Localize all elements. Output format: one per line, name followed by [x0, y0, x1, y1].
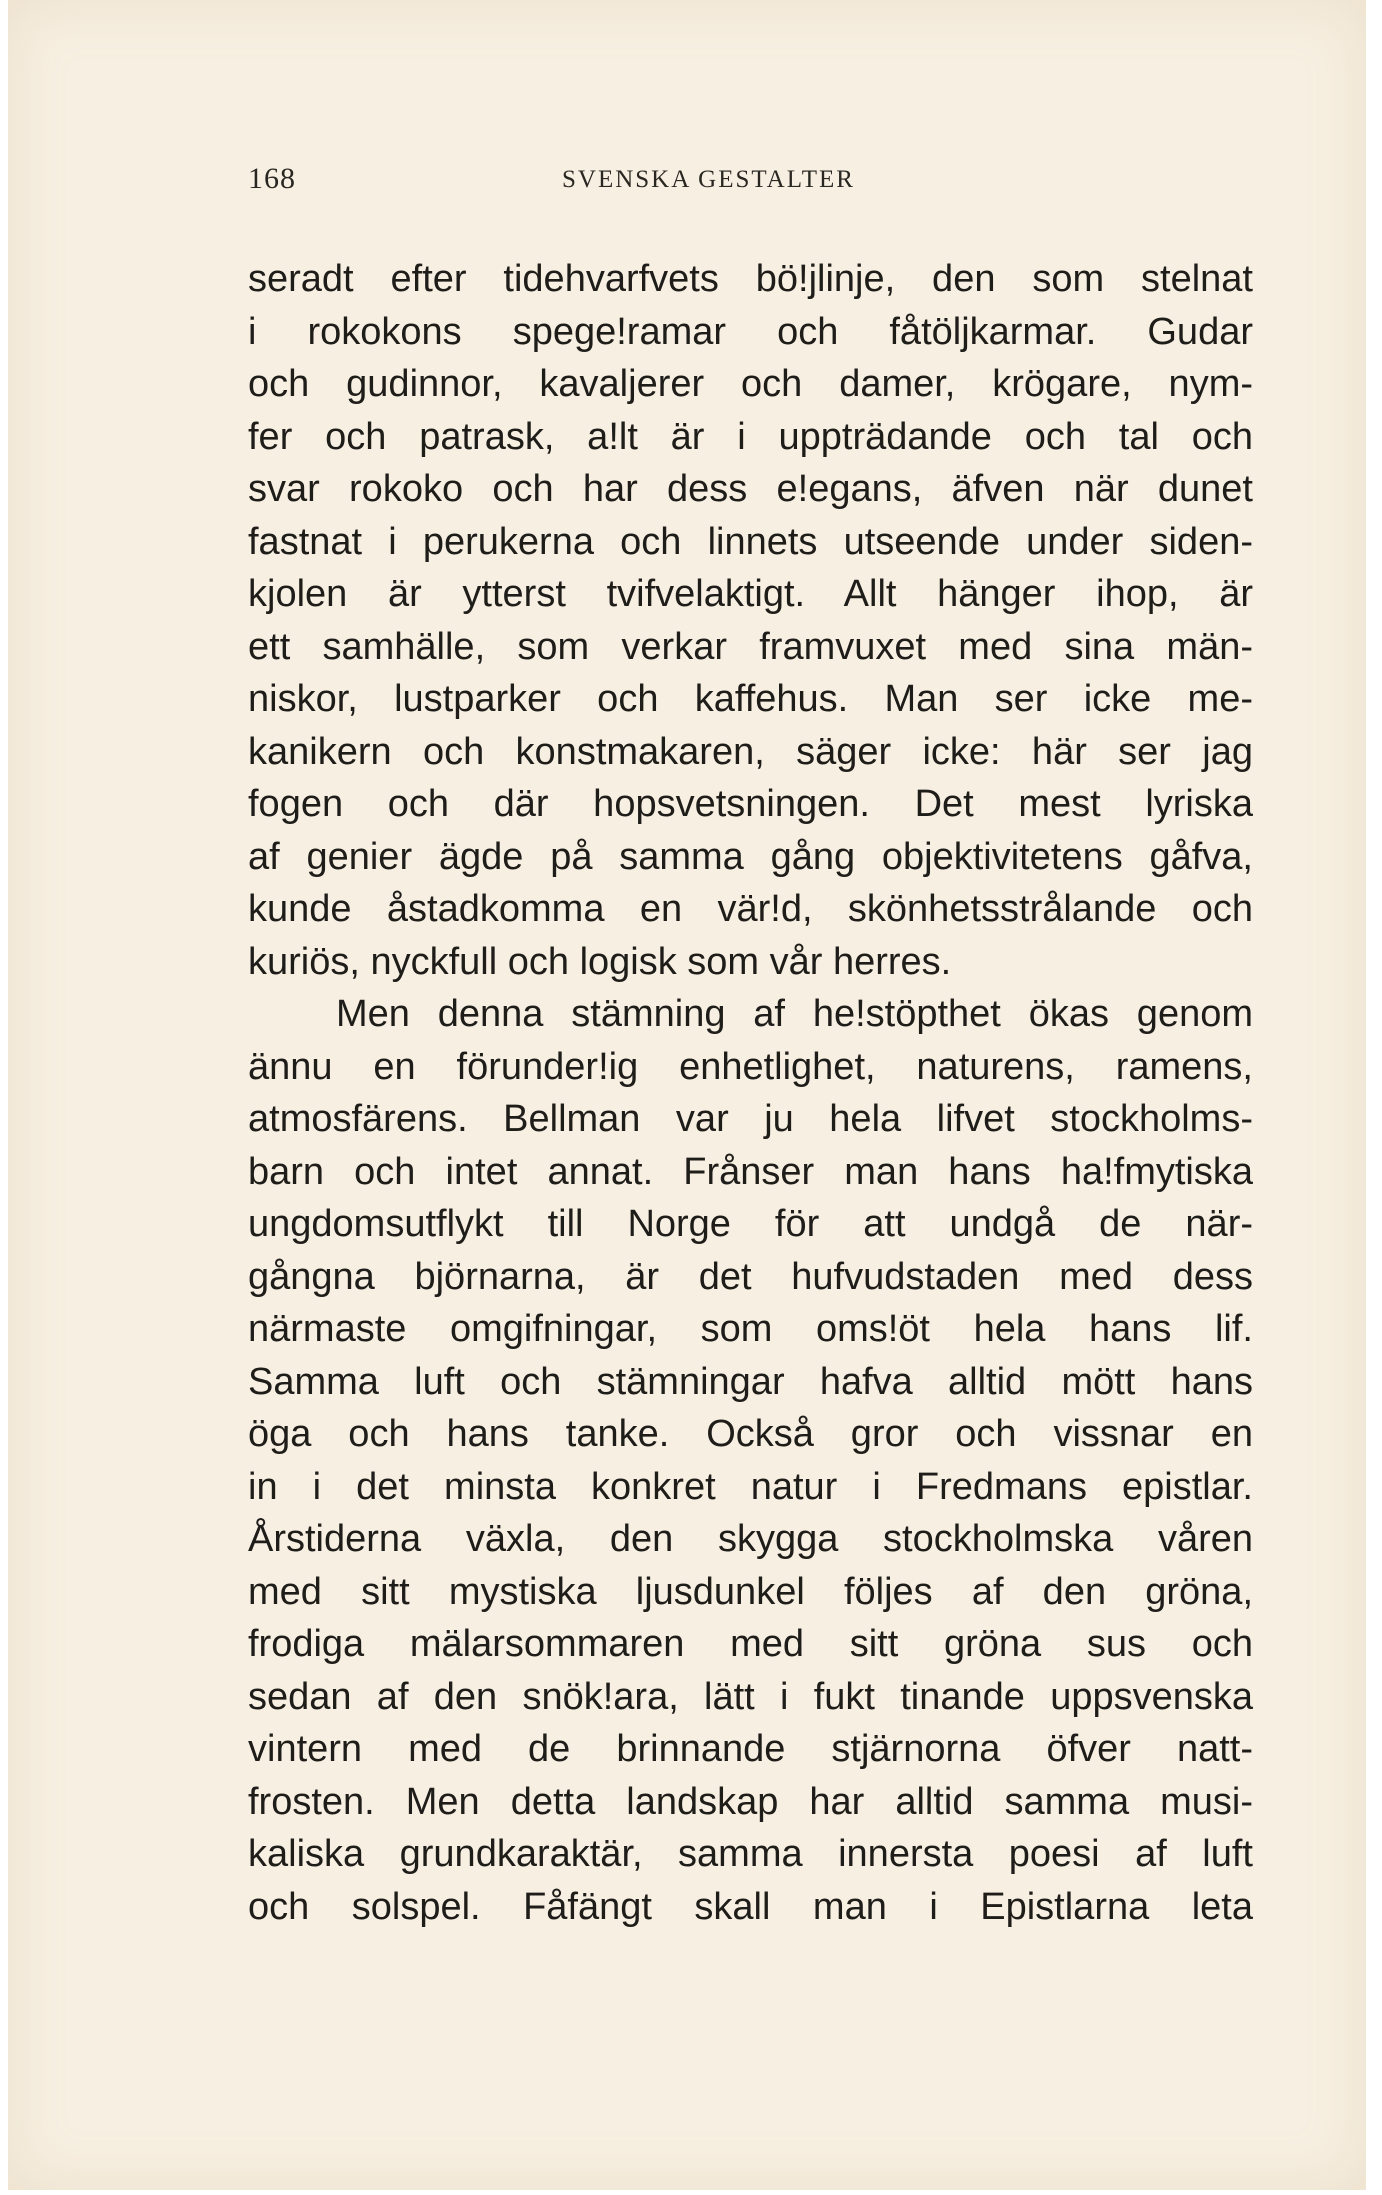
text-line: atmosfärens. Bellman var ju hela lifvet stockholms- [248, 1098, 1253, 1140]
paragraph-2 [248, 988, 1253, 1933]
paragraph-1 [248, 253, 1253, 988]
running-title: SVENSKA GESTALTER [562, 166, 855, 193]
text-line: ungdomsutflykt till Norge för att undgå de när- [248, 1203, 1253, 1245]
text-line: ett samhälle, som verkar framvuxet med sina män- [248, 625, 1253, 668]
text-line: af genier ägde på samma gång objektivitetens gåfva, [248, 835, 1253, 878]
page-header [248, 162, 1253, 202]
text-line: med sitt mystiska ljusdunkel följes af den gröna, [248, 1570, 1253, 1613]
text-line: gångna björnarna, är det hufvudstaden med dess [248, 1255, 1253, 1298]
text-line: kjolen är ytterst tvifvelaktigt. Allt hänger ihop, är [248, 573, 1253, 615]
text-line: fastnat i perukerna och linnets utseende under siden- [248, 520, 1253, 563]
text-line: in i det minsta konkret natur i Fredmans epistlar. [248, 1465, 1253, 1508]
text-line: fogen och där hopsvetsningen. Det mest lyriska [248, 783, 1253, 825]
text-line: frodiga mälarsommaren med sitt gröna sus och [248, 1623, 1253, 1665]
text-line: fer och patrask, a!lt är i uppträdande och tal och [248, 415, 1253, 458]
text-line: seradt efter tidehvarfvets bö!jlinje, den som stelnat [248, 258, 1253, 300]
text-line: och gudinnor, kavaljerer och damer, krögare, nym- [248, 363, 1253, 405]
text-line: kaliska grundkaraktär, samma innersta poesi af luft [248, 1833, 1253, 1875]
text-line: i rokokons spege!ramar och fåtöljkarmar. Gudar [248, 310, 1253, 353]
text-line: vintern med de brinnande stjärnorna öfver natt- [248, 1728, 1253, 1770]
text-line: kanikern och konstmakaren, säger icke: här ser jag [248, 730, 1253, 773]
text-line: frosten. Men detta landskap har alltid samma musi- [248, 1780, 1253, 1823]
text-line: och solspel. Fåfängt skall man i Epistlarna leta [248, 1885, 1253, 1928]
text-line: niskor, lustparker och kaffehus. Man ser icke me- [248, 678, 1253, 720]
text-line: Årstiderna växla, den skygga stockholmska våren [248, 1518, 1253, 1560]
book-page [8, 0, 1366, 2190]
text-line: kuriös, nyckfull och logisk som vår herres. [248, 940, 952, 983]
text-line: ännu en förunder!ig enhetlighet, naturens, ramens, [248, 1045, 1253, 1088]
text-line: svar rokoko och har dess e!egans, äfven när dunet [248, 468, 1253, 510]
text-line: sedan af den snök!ara, lätt i fukt tinande uppsvenska [248, 1675, 1253, 1718]
text-line: Men denna stämning af he!stöpthet ökas genom [336, 993, 1253, 1035]
text-line: öga och hans tanke. Också gror och vissnar en [248, 1413, 1253, 1455]
text-line: närmaste omgifningar, som oms!öt hela hans lif. [248, 1308, 1253, 1350]
text-line: kunde åstadkomma en vär!d, skönhetsstrålande och [248, 888, 1253, 930]
body-text [248, 253, 1253, 1933]
text-line: Samma luft och stämningar hafva alltid mött hans [248, 1360, 1253, 1403]
page-number: 168 [248, 162, 296, 195]
text-line: barn och intet annat. Frånser man hans ha!fmytiska [248, 1150, 1253, 1193]
